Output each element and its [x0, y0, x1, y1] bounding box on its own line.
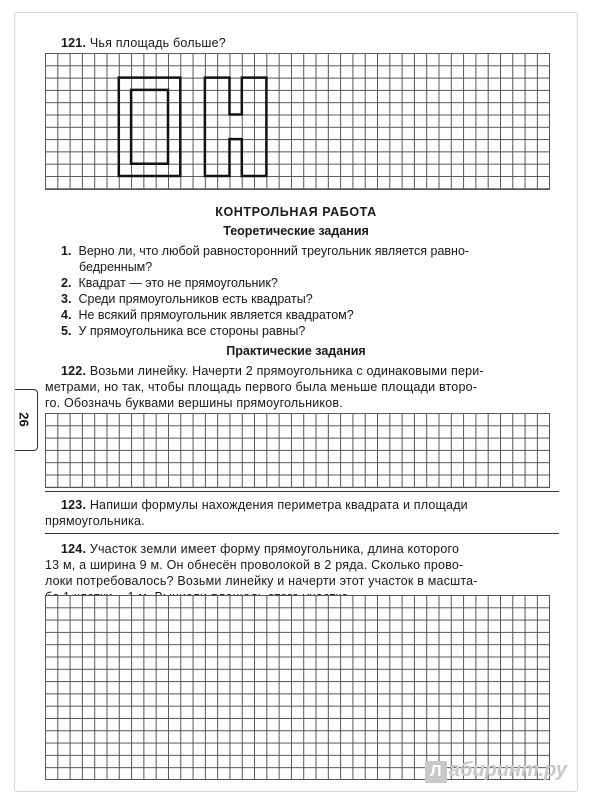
grid-task-122	[45, 413, 550, 488]
watermark-text: абиринт.ру	[448, 759, 567, 781]
task-124-line3: локи потребовалось? Возьми линейку и начерти этот участок в масшта-	[45, 574, 478, 588]
task-122-line2: метрами, но так, чтобы площадь первого была меньше площади второ-	[45, 380, 478, 394]
watermark	[425, 759, 567, 783]
task-123-line2: прямоугольника.	[45, 514, 145, 528]
question-5: 5. У прямоугольника все стороны равны?	[61, 324, 306, 338]
figure-frame-h	[205, 78, 267, 176]
separator	[45, 491, 559, 492]
labirint-logo-icon: Л	[425, 761, 447, 783]
task-text: Чья площадь больше?	[89, 36, 226, 50]
question-2: 2. Квадрат — это не прямоугольник?	[61, 276, 278, 290]
task-124-line1: 124. Участок земли имеет форму прямоугольника, длина которого	[61, 542, 460, 556]
question-4: 4. Не всякий прямоугольник является квадратом?	[61, 308, 354, 322]
practice-title: Практические задания	[226, 344, 366, 358]
task-number: 121.	[61, 36, 87, 50]
question-3: 3. Среди прямоугольников есть квадраты?	[61, 292, 313, 306]
page-number: 26	[16, 412, 32, 427]
question-1: 1. Верно ли, что любой равносторонний треугольник является равно-	[61, 244, 470, 258]
figure-frame-o	[119, 78, 181, 176]
control-title: КОНТРОЛЬНАЯ РАБОТА	[215, 205, 377, 219]
workbook-page	[14, 12, 578, 792]
figures-drawing	[45, 53, 549, 189]
task-124-line2: 13 м, а ширина 9 м. Он обнесён проволокой в 2 ряда. Сколько прово-	[45, 558, 464, 572]
task-122-line1: 122. Возьми линейку. Начерти 2 прямоугольника с одинаковыми пери-	[61, 364, 484, 378]
task-121-heading	[61, 35, 226, 51]
theory-title: Теоретические задания	[223, 224, 369, 238]
task-122-line3: го. Обозначь буквами вершины прямоугольников.	[45, 396, 343, 410]
question-1-cont: бедренным?	[79, 260, 153, 274]
page-number-tab	[15, 389, 38, 451]
task-123-line1: 123. Напиши формулы нахождения периметра квадрата и площади	[61, 498, 468, 512]
separator	[45, 533, 559, 534]
grid-task-124	[45, 595, 550, 780]
